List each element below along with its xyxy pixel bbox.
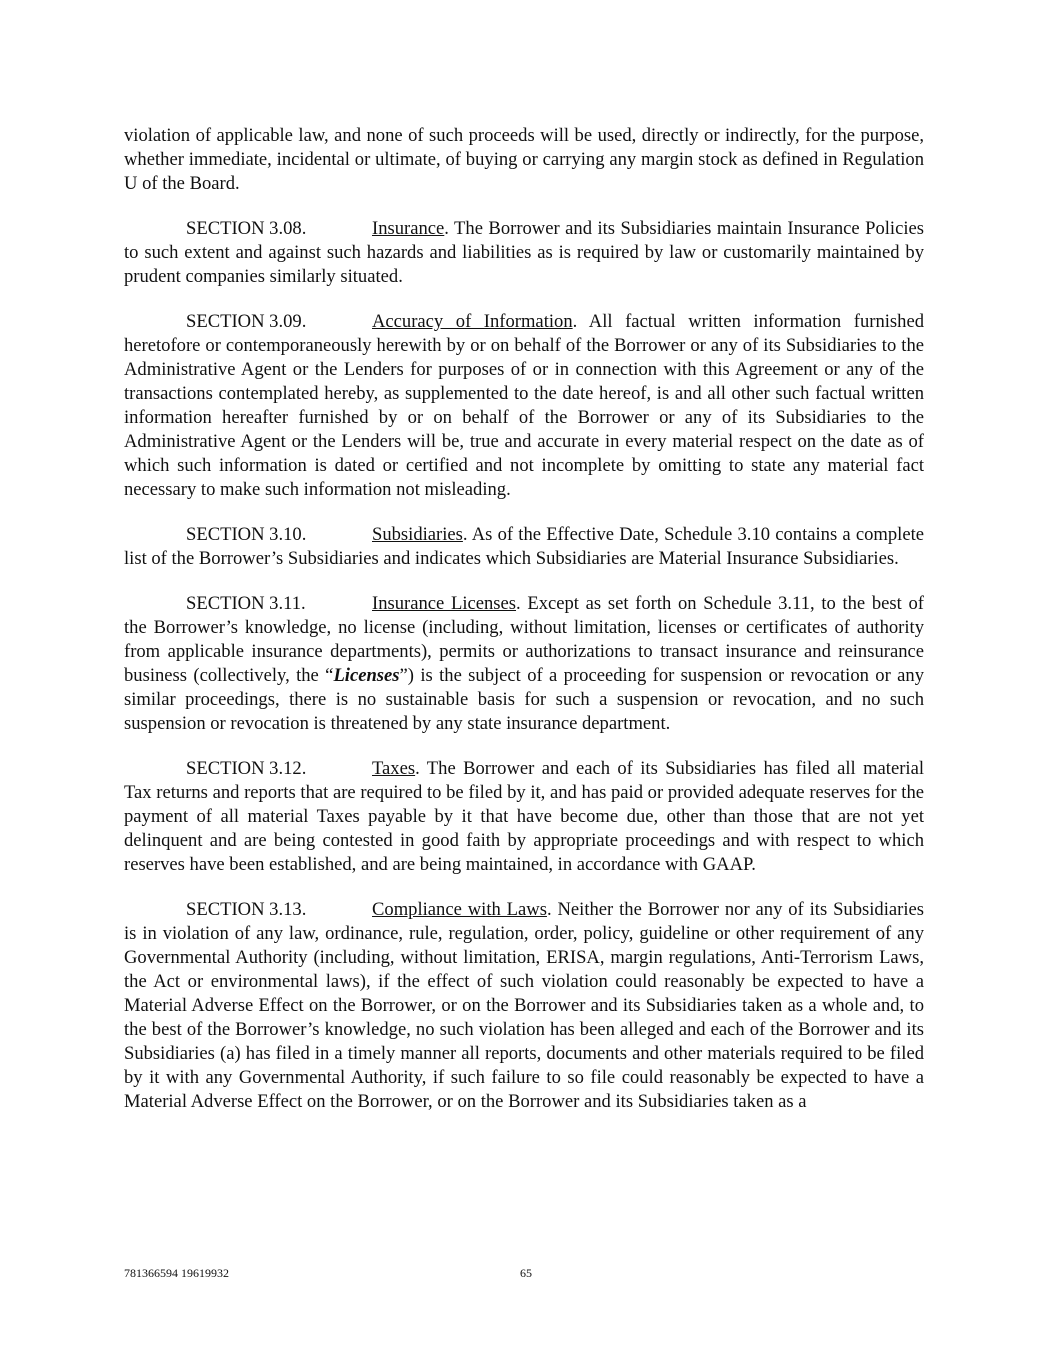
section-number: SECTION 3.08. [186,218,307,239]
document-body [124,124,924,1135]
section-title: Taxes [372,758,416,779]
section-number: SECTION 3.12. [186,758,307,779]
section-text: . All factual written information furnished heretofore or contemporaneously herewith by or on behalf of the Borrower or any of its Subsidiaries to the Administrative Agent or the Lenders for purposes of or in connection with this Agreement or any of the transactions contemplated hereby, as supplemented to the date hereof, is and all other such factual written information hereafter furnished by or on behalf of the Borrower or any of its Subsidiaries to the Administrative Agent or the Lenders will be, true and accurate in every material respect on the date as of which such information is dated or certified and not incomplete by omitting to state any material fact necessary to make such information not misleading. [124,311,924,500]
section-3-12 [124,757,924,877]
section-text: . Neither the Borrower nor any of its Subsidiaries is in violation of any law, ordinance, rule, regulation, order, policy, guideline or other requirement of any Governmental Authority (including, without limitation, ERISA, margin regulations, Anti-Terrorism Laws, the Act or environmental laws), if the effect of such violation could reasonably be expected to have a Material Adverse Effect on the Borrower, or on the Borrower and its Subsidiaries taken as a whole and, to the best of the Borrower’s knowledge, no such violation has been alleged and each of the Borrower and its Subsidiaries (a) has filed in a timely manner all reports, documents and other materials required to be filed by it with any Governmental Authority, if such failure to so file could reasonably be expected to have a Material Adverse Effect on the Borrower, or on the Borrower and its Subsidiaries taken as a [124,899,924,1112]
section-title: Insurance Licenses [372,593,517,614]
section-3-09 [124,310,924,502]
section-title: Accuracy of Information [372,311,573,332]
section-text: . Except as set forth on Schedule 3.11, to the best of the Borrower’s knowledge, no license (including, without limitation, licenses or certificates of authority from applicable insurance departments), permits or authorizations to transact insurance and reinsurance business (collectively, the “ [124,593,925,686]
section-3-11 [124,592,924,736]
section-text: . As of the Effective Date, Schedule 3.10 contains a complete list of the Borrower’s Subsidiaries and indicates which Subsidiaries are Material Insurance Subsidiaries. [124,524,924,569]
section-number: SECTION 3.09. [186,311,307,332]
footer-page-number: 65 [520,1266,532,1280]
footer-document-id: 781366594 19619932 [124,1266,229,1280]
section-text: . The Borrower and its Subsidiaries maintain Insurance Policies to such extent and against such hazards and liabilities as is required by law or customarily maintained by prudent companies similarly situated. [124,218,924,287]
section-number: SECTION 3.11. [186,593,306,614]
section-title: Compliance with Laws [372,899,547,920]
section-3-13 [124,898,924,1114]
defined-term-licenses: Licenses [333,665,400,686]
section-3-10 [124,523,924,571]
section-text-continued: ”) is the subject of a proceeding for suspension or revocation or any similar proceedings, there is no sustainable basis for such a suspension or revocation, and no such suspension or revocation is threatened by any state insurance department. [124,665,924,734]
section-text: . The Borrower and each of its Subsidiaries has filed all material Tax returns and reports that are required to be filed by it, and has paid or provided adequate reserves for the payment of all material Taxes payable by it that have become due, other than those that are not yet delinquent and are being contested in good faith by appropriate proceedings and with respect to which reserves have been established, and are being maintained, in accordance with GAAP. [124,758,924,875]
section-title: Insurance [372,218,445,239]
section-number: SECTION 3.13. [186,899,307,920]
section-3-08 [124,217,924,289]
section-number: SECTION 3.10. [186,524,307,545]
section-title: Subsidiaries [372,524,463,545]
continuation-paragraph: violation of applicable law, and none of such proceeds will be used, directly or indirectly, for the purpose, whether immediate, incidental or ultimate, of buying or carrying any margin stock as defined in Regulation U of the Board. [124,125,924,194]
